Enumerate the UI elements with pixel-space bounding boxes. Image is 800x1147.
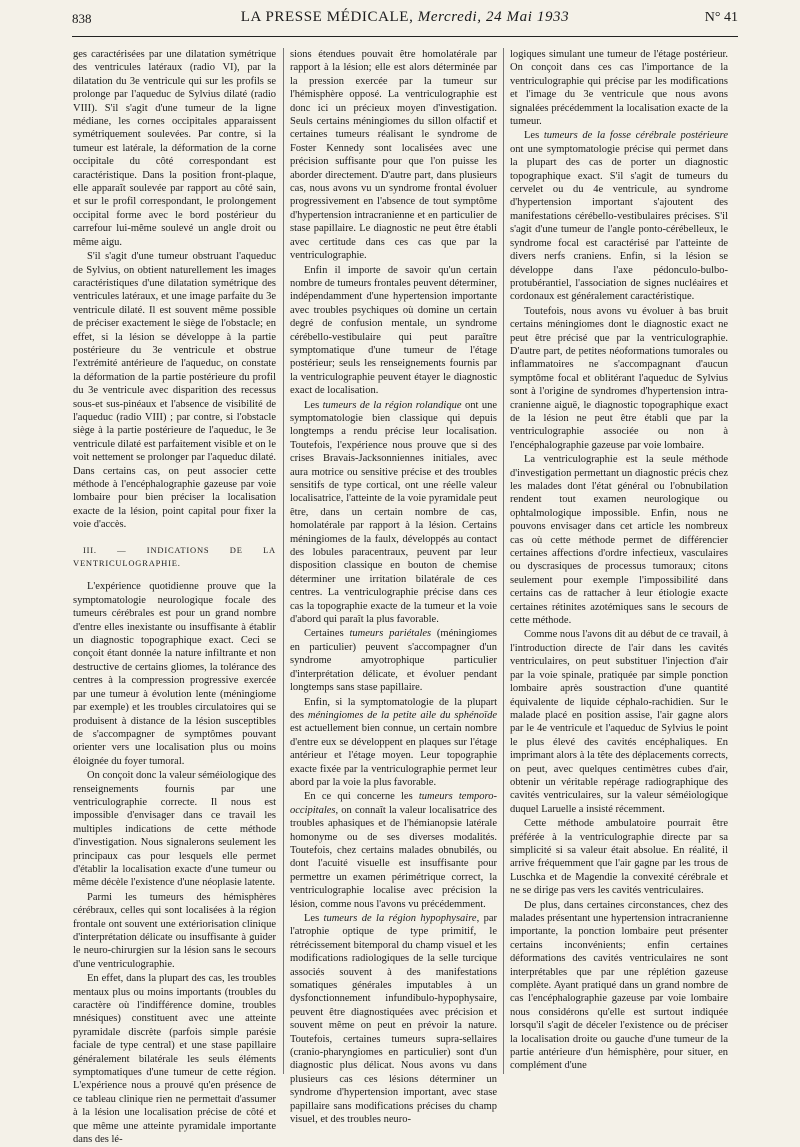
paragraph-lead: En ce qui concerne les [304, 791, 419, 803]
paragraph [290, 627, 497, 694]
emphasis-term: tumeurs de la fosse cérébrale postérieure [543, 130, 728, 142]
emphasis-term: tumeurs temporo-occipitales [290, 791, 497, 816]
paragraph-lead: Certaines [304, 628, 350, 640]
paragraph-body: ont une symptomatologie précise qui permet dans la plupart des cas de porter un diagnostic topographique exact. S'il s'agit de tumeurs du cervelet ou du 4e ventricule, au syndrome d'hypertension important s'ajoutent des manifestations cérébello-vestibulaires précises. S'il s'agit d'une tumeur de l'angle ponto-cérébelleux, le syndrome focal est caractérisé par l'atteinte de divers nerfs craniens. Enfin, si la lésion se développe dans l'axe pédonculo-bulbo-protubérantiel, l'association de signes nucléaires et cordonaux est généralement caractéristique. [510, 143, 728, 303]
paragraph: La ventriculographie est la seule méthode d'investigation permettant un diagnostic précis chez les malades dont l'état général ou l'obnubilation rendent tout examen neurologique ou ophtalmologique impossible. Enfin, nous ne pouvons envisager dans cet article les nombreux cas où cette méthode permet de différencier certaines affections d'ordre infectieux, vasculaires ou dyscrasiques de processus tumoraux; citons seulement pour exemple l'impossibilité dans certains cas de rattacher à leur étiologie exacte certaines rétinites azotémiques sans le secours de cette méthode. [510, 454, 728, 627]
column-rule-2 [503, 48, 504, 1074]
journal-title: LA PRESSE MÉDICALE, [240, 9, 414, 25]
paragraph [290, 399, 497, 627]
paragraph: En effet, dans la plupart des cas, les troubles mentaux plus ou moins importants (troubles du caractère où l'indifférence domine, troubles mnésiques) constituent avec une atteinte pyramidale discrète (parfois simple parésie faciale de type central) et une stase papillaire généralement bilatérale les seuls éléments symptomatiques d'une tumeur de cette région. L'expérience nous a prouvé qu'en présence de ce tableau clinique rien ne permettait d'assumer à la lésion une localisation précise de côté et que même une atteinte pyramidale importante dans des lé- [73, 973, 276, 1146]
emphasis-term: tumeurs de la région hypophysaire [323, 913, 477, 924]
issue-number: N° 41 [704, 10, 738, 25]
paragraph [510, 129, 728, 303]
text-column-1 [73, 48, 276, 1146]
running-header [72, 6, 738, 37]
emphasis-term: tumeurs pariétales [349, 628, 432, 640]
paragraph-body: est actuellement bien connue, un certain nombre d'entre eux se développent en plaques sur l'étage antérieur et l'étage moyen. Leur topographie exacte fixée par la ventriculographie permet leur abord par la voie la plus favorable. [290, 723, 497, 788]
journal-title-line [72, 9, 738, 26]
column-rule-1 [283, 48, 284, 1074]
paragraph: Comme nous l'avons dit au début de ce travail, à l'introduction directe de l'air dans les cavités ventriculaires, on peut substituer l'injection d'air par la voie spinale, pratiquée par simple ponction lombaire après soustraction d'une quantité équivalente de liquide céphalo-rachidien. Sur le malade placé en position assise, l'air gagne alors par le 4e ventricule et l'aqueduc de Sylvius le point le plus élevé des cavités encéphaliques. En imprimant alors à la tête des déplacements corrects, on peut, avec quelques centimètres cubes d'air, obtenir un véritable repérage radiographique des cavités ventriculaires, sur la valeur séméiologique duquel Laruelle a insisté récemment. [510, 629, 728, 815]
paragraph: Enfin il importe de savoir qu'un certain nombre de tumeurs frontales peuvent déterminer, indépendamment d'une hypertension importante avec troubles psychiques où domine un certain degré de confusion mentale, un syndrome cérébello-vestibulaire qui peut paraître symptomatique d'une tumeur de l'étage postérieur; seuls les renseignements fournis par la ventriculographie peuvent étayer le diagnostic exact de localisation. [290, 264, 497, 397]
paragraph-lead: Les [304, 913, 324, 924]
emphasis-term: tumeurs de la région rolandique [322, 399, 462, 411]
paragraph: ges caractérisées par une dilatation symétrique des ventricules latéraux (radio VI), par la dilatation du 3e ventricule qui sur les profils se prolonge par l'aqueduc de Sylvius dilaté (radio VIII). S'il s'agit d'une tumeur de la ligne médiane, les cornes occipitales apparaissent symétriquement soulevées. Par contre, si la tumeur est latérale, la déformation de la corne occipitale du côté correspondant est caractéristique. Dans la position front-plaque, elle apparaît soulevée par rapport au côté sain, et sur le profil correspondant, le prolongement occipital forme avec le bord postérieur du carrefour lui-même soulevé un angle droit ou même aigu. [73, 49, 276, 248]
paragraph-body: , on connaît la valeur localisatrice des troubles aphasiques et de l'hémianopsie latérale homonyme ou de ses diverses modalités. Toutefois, chez certains malades obnubilés, ou dont l'acuité visuelle est insuffisante pour permettre un examen périmétrique correct, la ventriculographie localise avec précision la lésion, comme nous l'avons vu précédemment. [290, 804, 497, 910]
paragraph: S'il s'agit d'une tumeur obstruant l'aqueduc de Sylvius, on obtient naturellement les images caractéristiques d'une dilatation symétrique des ventricules latéraux, et une image parfaite du 3e ventricule dilaté. Il est souvent même possible de préciser exactement le siège de l'obstacle; en effet, si la lésion se développe à la partie postérieure du 3e ventricule et obstrue l'extrémité antérieure de l'aqueduc, on constate la déformation de la partie postérieure du profil du 3e ventricule avec disparition des recessus sous-et sus-pinéaux et l'absence de visibilité de l'aqueduc (radio VIII) ; par contre, si l'obstacle siège à la partie postérieure de l'aqueduc, le 3e ventricule dilaté est parfaitement visible et on le voit nettement se prolonger par l'aqueduc dilaté. Dans certains cas, on peut associer cette méthode à l'encéphalographie gazeuse par voie lombaire pour bien préciser la localisation exacte de la lésion, point capital pour fixer la voie d'accès. [73, 251, 276, 531]
paragraph: L'expérience quotidienne prouve que la symptomatologie neurologique focale des tumeurs cérébrales est pour un grand nombre d'entre elles inexistante ou insuffisante à établir un diagnostic topographique exact. Ceci se conçoit étant donnée la nature infiltrante et non destructive de certains gliomes, la tolérance des centres à la compression progressive exercée par une tumeur à évolution lente (méningiome par exemple) et les troubles circulatoires qui se produisent à distance de la lésion susceptibles de s'accompagner de symptômes pouvant orienter vers une localisation plus ou moins éloignée du foyer tumoral. [73, 581, 276, 767]
paragraph [290, 790, 497, 911]
text-column-3 [510, 48, 728, 1074]
paragraph-lead: Les [304, 399, 323, 411]
page-number: 838 [72, 11, 92, 26]
paragraph: Toutefois, nous avons vu évoluer à bas bruit certains méningiomes dont le diagnostic exact ne peut être précisé que par la ventriculographie. D'autre part, de petites néoformations tumorales ou inflammatoires ne s'accompagnant d'aucun symptôme focal et oblitérant l'aqueduc de Sylvius sont à l'origine de syndromes d'hypertension intra-cranienne aiguë, le diagnostic topographique exact de la lésion ne peut être établi que par la ventriculographie associée ou non à l'encéphalographie gazeuse par voie lombaire. [510, 305, 728, 451]
paragraph-body: ont une symptomatologie bien classique qui depuis longtemps a rendu précise leur localisation. Toutefois, l'expérience nous prouve que si des crises Bravais-Jacksonniennes initiales, avec aura motrice ou sensitive précise et des troubles sensitifs de type cortical, ont une réelle valeur localisatrice, l'atteinte de la voie pyramidale peut être, dans un certain nombre de cas, homolatérale par rapport à la lésion. Certains méningiomes de la faulx, développés au contact des lobules paracentraux, peuvent par leur disposition classique en bouton de chemise déterminer une irritation bilatérale de ces centres. La ventriculographie précise dans ces cas la topographie exacte de la tumeur et la voie d'abord qui paraît la plus favorable. [290, 399, 498, 626]
paragraph [290, 912, 497, 1127]
section-heading: III. — INDICATIONS DE LA VENTRICULOGRAPHIE. [73, 544, 276, 569]
paragraph-body: (méningiomes en particulier) peuvent s'accompagner d'un syndrome amyotrophique particulier d'interprétation délicate, et évoluer pendant longtemps sans stase papillaire. [290, 628, 497, 694]
paragraph [290, 696, 497, 790]
paragraph: sions étendues pouvait être homolatérale par rapport à la lésion; elle est alors déterminée par la pression exercée par la tumeur sur l'hémisphère opposé. La ventriculographie est donc ici un précieux moyen d'investigation. Seuls certains méningiomes du sillon olfactif et certaines tumeurs réalisant le syndrome de Foster Kennedy sont localisées avec une précision suffisante pour que l'on puisse les aborder directement. D'autre part, dans plusieurs cas, nous avons vu un syndrome frontal évoluer progressivement en l'absence de tout symptôme d'hypertension intracranienne et en particulier de stase papillaire. Le diagnostic ne peut être établi avec certitude dans ces cas que par la ventriculographie. [290, 49, 497, 262]
issue-date: Mercredi, 24 Mai 1933 [417, 9, 570, 25]
paragraph: On conçoit donc la valeur séméiologique des renseignements fournis par une ventriculographie correcte. Il nous est impossible d'envisager dans ce travail les multiples indications de cette méthode d'investigation. Nous signalerons seulement les principaux cas pour lesquels elle permet d'établir la localisation exacte d'une tumeur ou même décèle l'existence d'une néoplasie latente. [73, 770, 276, 889]
paragraph-lead: Les [524, 130, 544, 142]
paragraph: De plus, dans certaines circonstances, chez des malades présentant une hypertension intracranienne importante, la ponction lombaire peut présenter certains inconvénients; enfin certaines déformations des cavités ventriculaires ne sont interprétables que par une réplétion gazeuse complète. Ayant pratiqué dans un grand nombre de cas l'encéphalographie gazeuse par voie lombaire nous considérons qu'elle est surtout indiquée lorsqu'il s'agit de déceler l'existence ou de préciser la localisation droite ou gauche d'une tumeur de la partie antérieure d'un hémisphère, pour situer, en complément d'une [510, 899, 728, 1072]
paragraph: logiques simulant une tumeur de l'étage postérieur. On conçoit dans ces cas l'importance de la ventriculographie qui précise par les modifications et l'image du 3e ventricule que nous avons signalées précédemment la localisation exacte de la tumeur. [510, 49, 728, 128]
text-column-2 [290, 48, 498, 1126]
paragraph: Cette méthode ambulatoire pourrait être préférée à la ventriculographie directe par sa simplicité si sa valeur était absolue. En réalité, il arrive fréquemment que l'air gagne par les trous de Luschka et de Magendie la convexité cérébrale et ne se dirige pas vers les cavités ventriculaires. [510, 818, 728, 897]
paragraph-body: , par l'atrophie optique de type primitif, le rétrécissement bitemporal du champ visuel et les modifications radiologiques de la selle turcique associés souvent à des manifestations somatiques générales imputables à un dysfonctionnement infundibulo-hypophysaire, peuvent être diagnostiquées avec précision et souvent même on peut en prévoir la nature. Toutefois, certaines tumeurs supra-sellaires (cranio-pharyngiomes en particulier) sont d'un diagnostic plus délicat. Nous avons vu dans plusieurs cas ces lésions déterminer un syndrome d'hypertension important, avec stase papillaire sans modifications précises du champ visuel, et des troubles neuro- [290, 913, 497, 1126]
paragraph-lead: Enfin, si la symptomatologie de la plupart des [290, 696, 497, 721]
paragraph: Parmi les tumeurs des hémisphères cérébraux, celles qui sont localisées à la région frontale ont souvent une extériorisation clinique d'interprétation délicate ou insuffisante à guider le neuro-chirurgien sur la lésion sans le secours d'une ventriculographie. [73, 891, 276, 970]
emphasis-term: méningiomes de la petite aile du sphénoïde [307, 709, 497, 721]
